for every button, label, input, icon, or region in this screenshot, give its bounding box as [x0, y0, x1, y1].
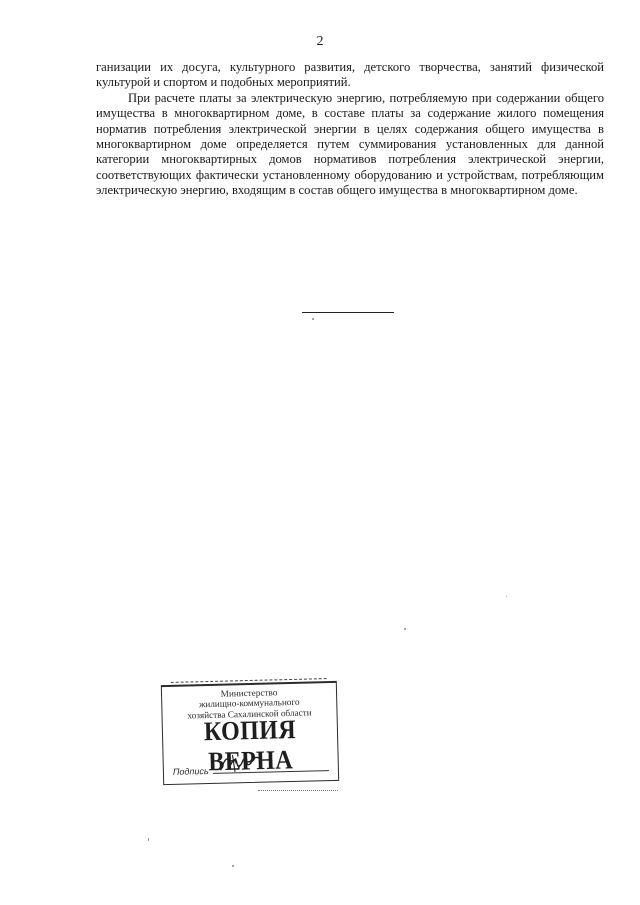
paragraph-continuation: ганизации их досуга, культурного развития, детского творчества, занятий физической культурой и спортом и подобных мероприятий. [96, 60, 604, 90]
document-body [96, 60, 604, 199]
end-separator-line [302, 312, 394, 313]
scan-speck [232, 865, 234, 867]
stamp-org-line: жилищно-коммунального [198, 697, 300, 710]
stamp-underline-dots [258, 790, 338, 791]
stamp-org-line: хозяйства Сахалинской области [187, 707, 312, 721]
handwritten-signature [216, 752, 265, 775]
scan-speck [148, 838, 149, 841]
stamp-signature-label: Подпись [172, 766, 209, 777]
page-number: 2 [316, 34, 324, 49]
stamp-title: КОПИЯ ВЕРНА [203, 715, 297, 778]
stamp-org-line: Министерство [220, 687, 278, 699]
scan-speck [404, 628, 406, 630]
paragraph-electricity-payment: При расчете платы за электрическую энергию, потребляемую при содержании общего имущества в многоквартирном доме, в составе платы за содержание жилого помещения норматив потребления электрической энергии в целях содержания общего имущества в многоквартирном доме определяется путем суммирования установленных для данной категории многоквартирных домов нормативов потребления электрической энергии, соответствующих фактически установленному оборудованию и устройствам, потребляющим электрическую энергию, входящим в состав общего имущества в многоквартирном доме. [96, 90, 604, 198]
scan-speck [312, 318, 314, 320]
scan-speck [506, 596, 507, 597]
copy-certified-stamp [161, 681, 339, 785]
